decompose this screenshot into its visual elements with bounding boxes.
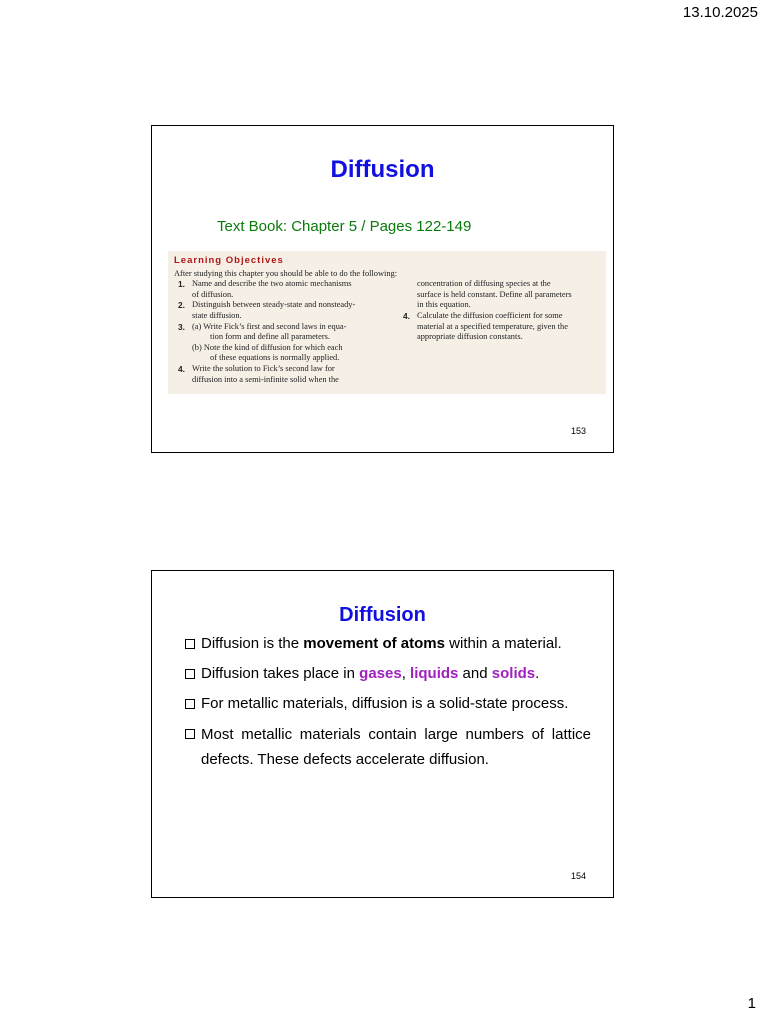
objective-item: appropriate diffusion constants. bbox=[417, 332, 523, 342]
bullet-item: For metallic materials, diffusion is a solid-state process. bbox=[185, 695, 591, 713]
objective-item: tion form and define all parameters. bbox=[210, 332, 330, 342]
slide-title: Diffusion bbox=[330, 156, 435, 183]
objective-item: state diffusion. bbox=[192, 310, 242, 320]
checkbox-bullet-icon bbox=[185, 729, 195, 739]
bullet-item: Diffusion takes place in gases, liquids and solids. bbox=[185, 665, 591, 683]
textbook-reference: Text Book: Chapter 5 / Pages 122-149 bbox=[217, 218, 472, 235]
bullet-item: Most metallic materials contain large numbers of lattice defects. These defects accelerate diffusion. bbox=[185, 722, 591, 772]
objective-item: 1. Name and describe the two atomic mechanisms bbox=[178, 279, 352, 290]
objective-item: of diffusion. bbox=[192, 289, 234, 299]
learning-objectives-image bbox=[168, 251, 606, 394]
objectives-intro: After studying this chapter you should be able to do the following: bbox=[174, 268, 398, 278]
objective-item: concentration of diffusing species at the bbox=[417, 279, 551, 289]
objective-item: 3. (a) Write Fick’s first and second laws in equa- bbox=[178, 321, 347, 332]
slide-number: 154 bbox=[570, 871, 586, 881]
objective-item: in this equation. bbox=[417, 300, 471, 310]
page-date: 13.10.2025 bbox=[682, 4, 758, 21]
objective-item: diffusion into a semi-infinite solid when the bbox=[192, 374, 339, 384]
objectives-left-column bbox=[174, 279, 387, 385]
checkbox-bullet-icon bbox=[185, 699, 195, 709]
slide-153 bbox=[151, 125, 614, 453]
slide-title: Diffusion bbox=[339, 604, 426, 626]
objective-item: 4. Calculate the diffusion coefficient for some bbox=[403, 310, 563, 321]
objective-item: of these equations is normally applied. bbox=[210, 353, 340, 363]
objective-item: 4. Write the solution to Fick’s second law for bbox=[178, 363, 335, 374]
page-number: 1 bbox=[747, 995, 756, 1012]
bullet-item: Diffusion is the movement of atoms within a material. bbox=[185, 635, 591, 653]
checkbox-bullet-icon bbox=[185, 669, 195, 679]
objectives-right-column bbox=[387, 279, 600, 385]
objective-item: material at a specified temperature, given the bbox=[417, 321, 568, 331]
objective-item: surface is held constant. Define all parameters bbox=[417, 289, 572, 299]
slide-154 bbox=[151, 570, 614, 898]
objective-item: 2. Distinguish between steady-state and nonsteady- bbox=[178, 300, 356, 311]
bullet-list bbox=[185, 635, 591, 784]
checkbox-bullet-icon bbox=[185, 639, 195, 649]
objective-item: (b) Note the kind of diffusion for which each bbox=[192, 342, 343, 352]
slide-number: 153 bbox=[570, 426, 586, 436]
objectives-heading: Learning Objectives bbox=[174, 255, 284, 266]
